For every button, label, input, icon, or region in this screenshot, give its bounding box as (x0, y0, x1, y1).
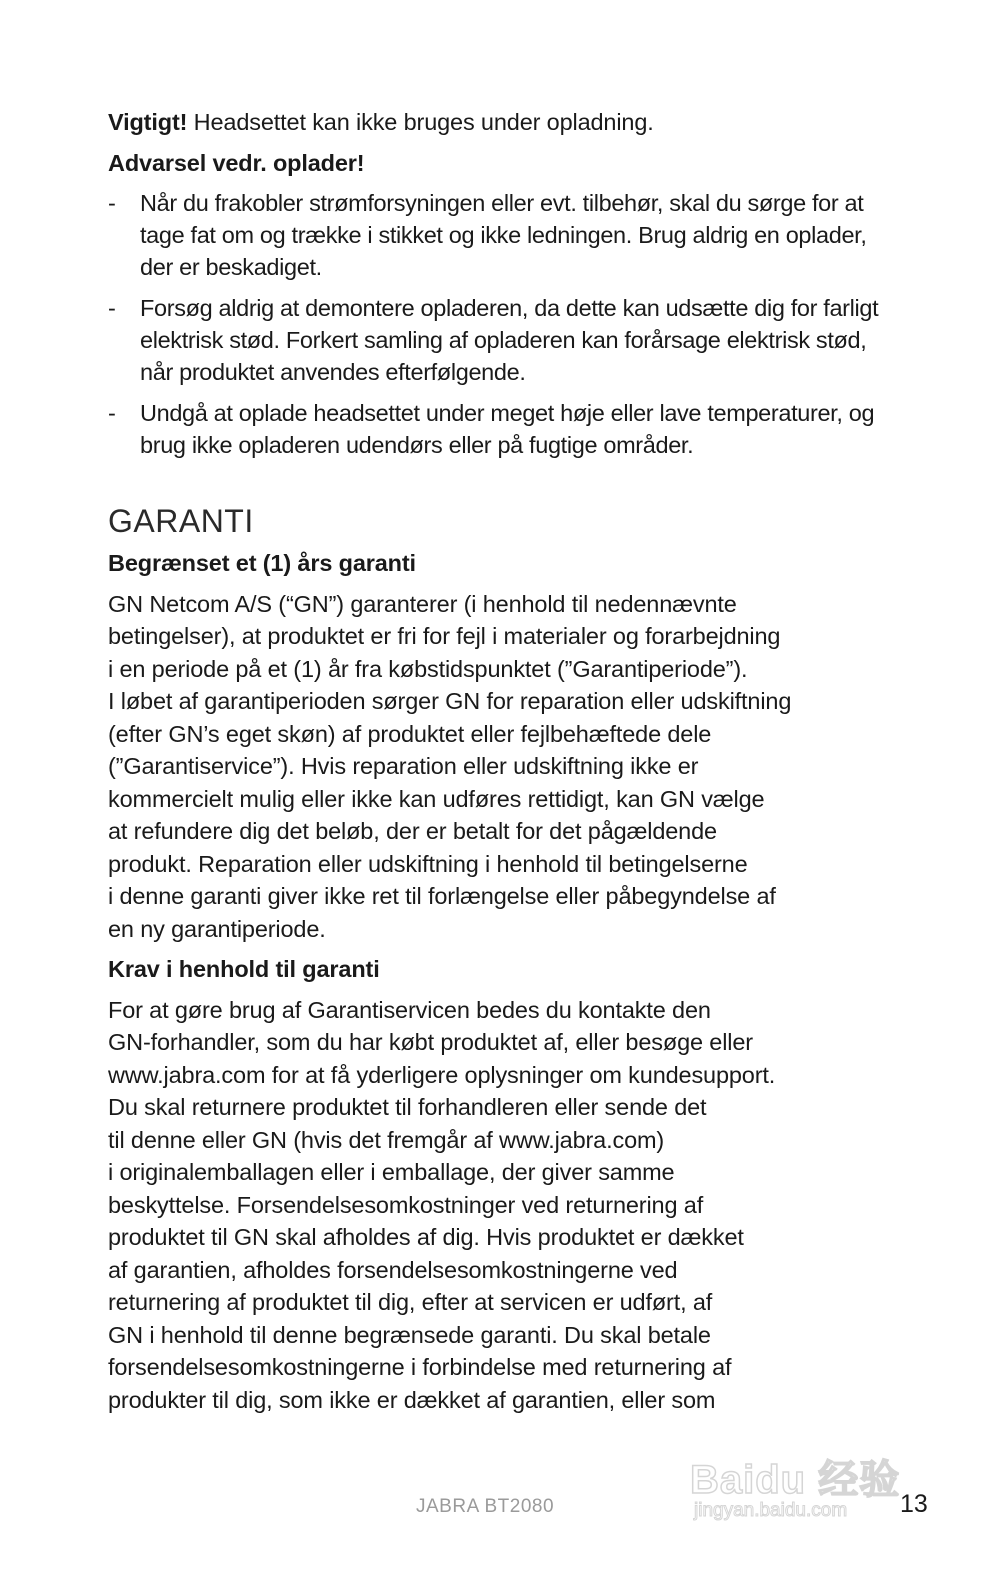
important-label: Vigtigt! (108, 109, 188, 135)
warning-list (108, 187, 888, 461)
bullet-marker: - (108, 295, 116, 321)
important-note (108, 106, 888, 139)
list-item (108, 187, 888, 283)
list-item (108, 397, 888, 461)
section-title-garanti: GARANTI (108, 503, 254, 539)
watermark-url: jingyan.baidu.com (694, 1500, 848, 1521)
bullet-text: Forsøg aldrig at demontere opladeren, da dette kan udsætte dig for farligt elektrisk stød. Forkert samling af opladeren kan forårsage elektrisk stød, når produktet anvendes efterfølgende. (140, 295, 879, 385)
bullet-text: Når du frakobler strømforsyningen eller evt. tilbehør, skal du sørge for at tage fat om og trække i stikket og ikke ledningen. Brug aldrig en oplader, der er beskadiget. (140, 190, 867, 280)
claims-text: For at gøre brug af Garantiservicen bedes du kontakte den GN-forhandler, som du har købt produktet af, eller besøge eller www.jabra.com for at få yderligere oplysninger om kundesupport. Du skal returnere produktet til forhandleren eller sende det til denne eller GN (hvis det fremgår af www.jabra.com) i originalemballagen eller i emballage, der giver samme beskyttelse. Forsendelsesomkostninger ved returnering af produktet til GN skal afholdes af dig. Hvis produktet er dækket af garantien, afholdes forsendelsesomkostningerne ved returnering af produktet til dig, efter at servicen er udført, af GN i henhold til denne begrænsede garanti. Du skal betale forsendelsesomkostningerne i forbindelse med returnering af produkter til dig, som ikke er dækket af garantien, eller som (108, 996, 776, 1413)
page-content (108, 106, 888, 1416)
watermark-logo-text: Baidu 经验 (690, 1458, 901, 1502)
warning-heading: Advarsel vedr. oplader! (108, 149, 365, 176)
limited-warranty-heading: Begrænset et (1) års garanti (108, 550, 416, 576)
limited-warranty-text: GN Netcom A/S (“GN”) garanterer (i henhold til nedennævnte betingelser), at produktet er fri for fejl i materialer og forarbejdning i en periode på et (1) år fra købstidspunktet (”Garantiperiode”). I løbet af garantiperioden sørger GN for reparation eller udskiftning (efter GN’s eget skøn) af produktet eller fejlbehæftede dele (”Garantiservice”). Hvis reparation eller udskiftning ikke er kommercielt mulig eller ikke kan udføres rettidigt, kan GN vælge at refundere dig det beløb, der er betalt for det pågældende produkt. Reparation eller udskiftning i henhold til betingelserne i denne garanti giver ikke ret til forlængelse eller påbegyndelse af en ny garantiperiode. (108, 590, 792, 942)
bullet-text: Undgå at oplade headsettet under meget høje eller lave temperaturer, og brug ikke opladeren udendørs eller på fugtige områder. (140, 400, 875, 458)
footer-brand: JABRA BT2080 (416, 1496, 555, 1517)
bullet-marker: - (108, 400, 116, 426)
important-text: Headsettet kan ikke bruges under opladning. (187, 109, 654, 135)
bullet-marker: - (108, 190, 116, 216)
page-number: 13 (900, 1490, 928, 1518)
baidu-watermark (690, 1418, 920, 1533)
claims-heading: Krav i henhold til garanti (108, 956, 380, 982)
list-item (108, 292, 888, 388)
